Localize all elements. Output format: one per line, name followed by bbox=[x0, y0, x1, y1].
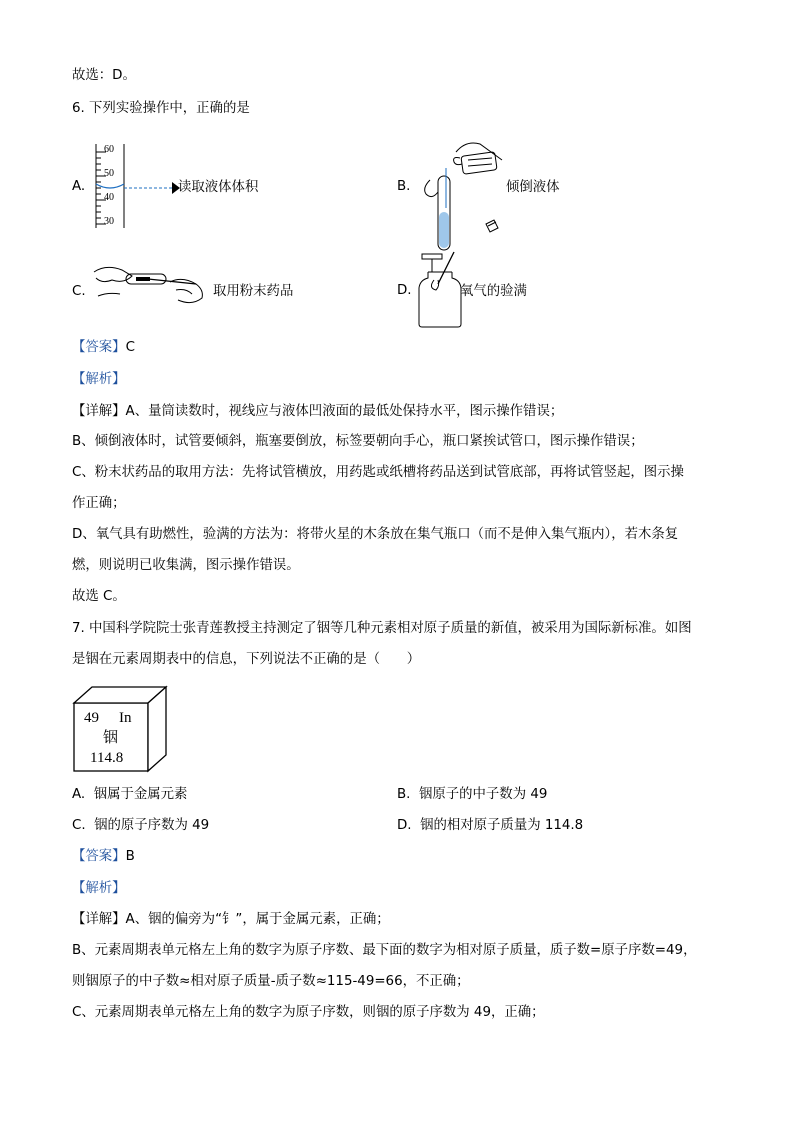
question-7-stem-line2: 是铟在元素周期表中的信息，下列说法不正确的是（ ） bbox=[72, 652, 421, 667]
q6-option-d-label: D. bbox=[397, 283, 412, 298]
q7-option-c-text: 铟的原子序数为 49 bbox=[94, 818, 210, 833]
q7-detail-b-line1: B、元素周期表单元格左上角的数字为原子序数、最下面的数字为相对原子质量，质子数=原子序数=49， bbox=[72, 943, 697, 958]
q7-detail-a: 【详解】A、铟的偏旁为“钅”，属于金属元素，正确； bbox=[72, 912, 390, 927]
q6-detail-a: 【详解】A、量筒读数时，视线应与液体凹液面的最低处保持水平，图示操作错误； bbox=[72, 404, 564, 419]
q6-option-b-caption: 倾倒液体 bbox=[506, 180, 560, 195]
q6-option-d-caption: 氧气的验满 bbox=[460, 284, 527, 299]
oxygen-test-figure bbox=[416, 250, 466, 330]
powder-sampling-figure bbox=[92, 262, 212, 310]
q7-analysis-label: 【解析】 bbox=[72, 881, 126, 896]
q7-option-b-text: 铟原子的中子数为 49 bbox=[418, 787, 548, 802]
q6-option-c-label: C. bbox=[72, 284, 86, 299]
q6-detail-d-line1: D、氧气具有助燃性，验满的方法为：将带火星的木条放在集气瓶口（而不是伸入集气瓶内），若木条复 bbox=[72, 527, 679, 542]
element-atomic-number: 49 bbox=[84, 710, 99, 726]
q6-conclusion: 故选 C。 bbox=[72, 589, 126, 604]
element-atomic-mass: 114.8 bbox=[90, 750, 124, 766]
q7-answer-tag: 【答案】 bbox=[72, 849, 126, 864]
q6-answer-value: C bbox=[125, 340, 135, 355]
q7-option-a bbox=[72, 786, 187, 804]
q7-option-c-label: C. bbox=[72, 818, 86, 833]
q7-option-a-label: A. bbox=[72, 787, 86, 802]
q6-detail-d-line2: 燃，则说明已收集满，图示操作错误。 bbox=[72, 558, 300, 573]
q7-option-c bbox=[72, 817, 209, 835]
q6-option-c-caption: 取用粉末药品 bbox=[213, 284, 294, 299]
q7-option-d-text: 铟的相对原子质量为 114.8 bbox=[420, 818, 584, 833]
cylinder-tick-60: 60 bbox=[104, 144, 114, 155]
cylinder-tick-50: 50 bbox=[104, 168, 114, 179]
q7-detail-c: C、元素周期表单元格左上角的数字为原子序数，则铟的原子序数为 49，正确； bbox=[72, 1005, 545, 1020]
element-name: 铟 bbox=[103, 730, 119, 746]
q7-analysis-tag bbox=[72, 880, 126, 898]
q6-detail-c-line2: 作正确； bbox=[72, 496, 126, 511]
q6-option-a-caption: 读取液体体积 bbox=[178, 180, 259, 195]
graduated-cylinder-figure bbox=[88, 140, 188, 230]
q6-answer bbox=[72, 339, 135, 357]
q6-answer-tag: 【答案】 bbox=[72, 340, 126, 355]
q6-detail-b: B、倾倒液体时，试管要倾斜，瓶塞要倒放，标签要朝向手心，瓶口紧挨试管口，图示操作错误； bbox=[72, 434, 644, 449]
q7-option-b-label: B. bbox=[397, 787, 411, 802]
q7-option-b bbox=[397, 786, 547, 804]
q6-option-b-label: B. bbox=[397, 179, 411, 194]
q7-option-d bbox=[397, 817, 583, 835]
q6-analysis-tag bbox=[72, 371, 126, 389]
q6-option-a-label: A. bbox=[72, 179, 86, 194]
q7-option-a-text: 铟属于金属元素 bbox=[93, 787, 188, 802]
q7-option-d-label: D. bbox=[397, 818, 412, 833]
previous-conclusion: 故选：D。 bbox=[72, 68, 136, 83]
question-6-stem: 6. 下列实验操作中，正确的是 bbox=[72, 101, 250, 116]
q6-detail-c-line1: C、粉末状药品的取用方法：先将试管横放，用药匙或纸槽将药品送到试管底部，再将试管竖起，图示操 bbox=[72, 465, 684, 480]
cylinder-tick-40: 40 bbox=[104, 192, 114, 203]
element-symbol: In bbox=[119, 710, 132, 726]
pouring-liquid-figure bbox=[416, 132, 516, 242]
q7-answer bbox=[72, 848, 135, 866]
cylinder-tick-30: 30 bbox=[104, 216, 114, 227]
q7-answer-value: B bbox=[125, 849, 135, 864]
question-7-stem-line1: 7. 中国科学院院士张青莲教授主持测定了铟等几种元素相对原子质量的新值，被采用为国际新标准。如图 bbox=[72, 621, 692, 636]
q7-detail-b-line2: 则铟原子的中子数≈相对原子质量-质子数≈115-49=66，不正确； bbox=[72, 974, 470, 989]
q6-analysis-label: 【解析】 bbox=[72, 372, 126, 387]
